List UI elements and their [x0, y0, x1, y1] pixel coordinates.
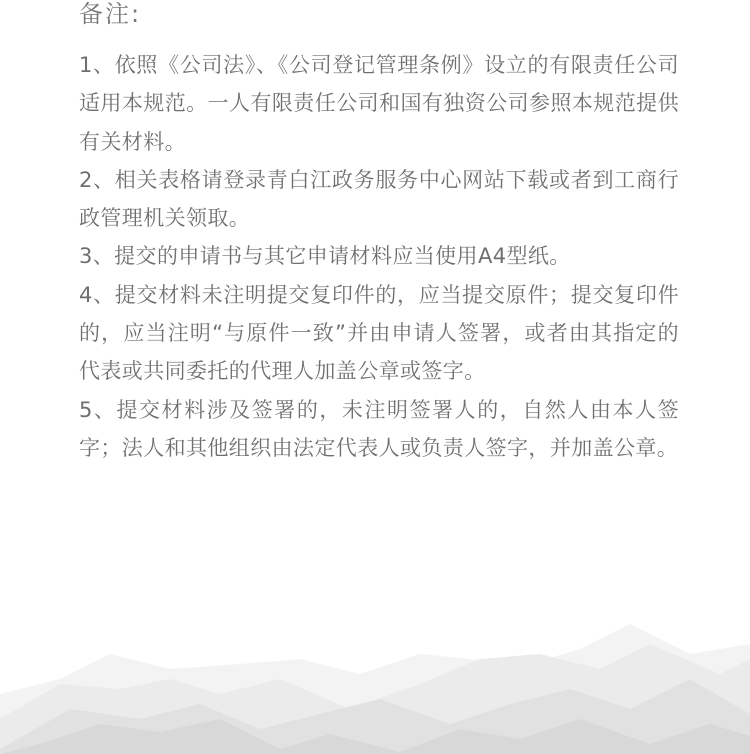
note-item-4: 4、提交材料未注明提交复印件的，应当提交原件；提交复印件的，应当注明“与原件一致”并由申请人签署，或者由其指定的代表或共同委托的代理人加盖公章或签字。: [79, 282, 679, 384]
note-item-5: 5、提交材料涉及签署的，未注明签署人的，自然人由本人签字；法人和其他组织由法定代表人或负责人签字，并加盖公章。: [79, 397, 679, 460]
mountain-decoration: [0, 624, 750, 754]
note-item-3: 3、提交的申请书与其它申请材料应当使用A4型纸。: [79, 244, 571, 269]
note-item-2: 2、相关表格请登录青白江政务服务中心网站下载或者到工商行政管理机关领取。: [79, 167, 679, 231]
notes-list: [79, 46, 679, 467]
note-item-1: 1、依照《公司法》、《公司登记管理条例》设立的有限责任公司适用本规范。一人有限责任公司和国有独资公司参照本规范提供有关材料。: [79, 53, 679, 154]
notes-heading: 备注:: [79, 0, 142, 28]
